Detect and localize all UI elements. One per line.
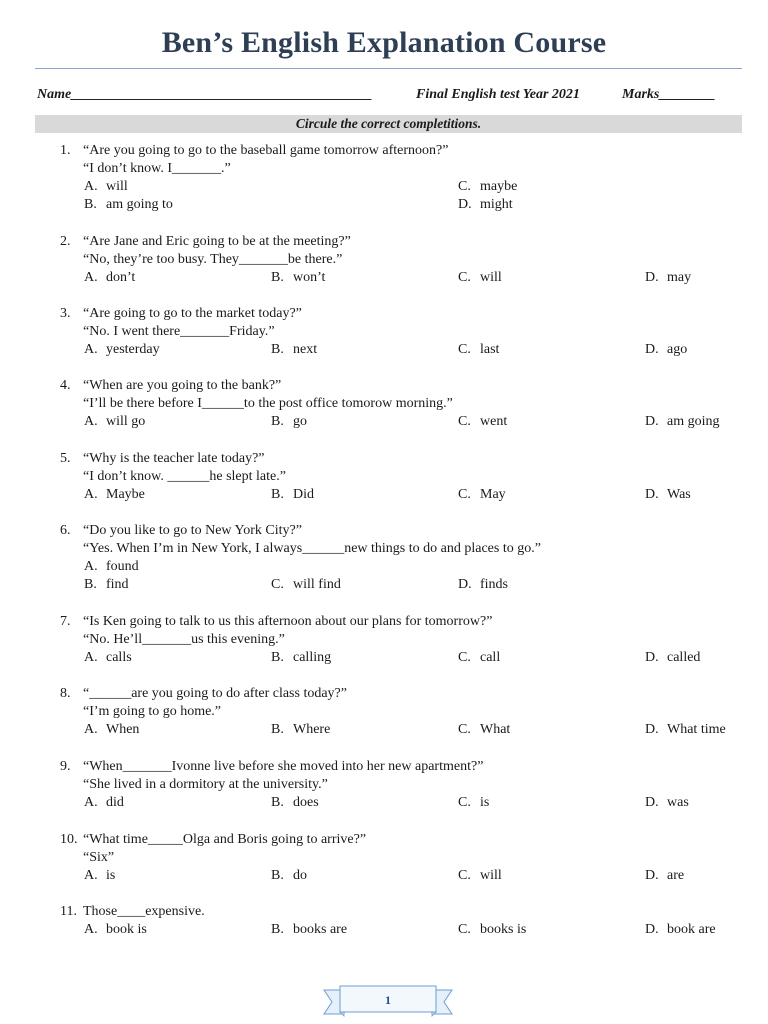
option-d[interactable]: D. am going bbox=[645, 414, 720, 429]
question-number: 10. bbox=[60, 832, 78, 847]
header-line bbox=[37, 87, 737, 105]
option-c[interactable]: C. call bbox=[458, 650, 501, 665]
option-b[interactable]: B. won’t bbox=[271, 270, 326, 285]
option-d[interactable]: D. was bbox=[645, 795, 689, 810]
option-b[interactable]: B. calling bbox=[271, 650, 332, 665]
option-c[interactable]: C. last bbox=[458, 342, 500, 357]
option-d[interactable]: D. called bbox=[645, 650, 701, 665]
option-b[interactable]: B. am going to bbox=[84, 197, 173, 212]
option-d[interactable]: D. ago bbox=[645, 342, 688, 357]
option-b[interactable]: B. Did bbox=[271, 487, 314, 502]
question-line: “Are Jane and Eric going to be at the meeting?” bbox=[83, 234, 351, 249]
option-c[interactable]: C. is bbox=[458, 795, 490, 810]
question-line: “I’ll be there before I______to the post office tomorow morning.” bbox=[83, 396, 453, 411]
question-number: 1. bbox=[60, 143, 71, 158]
question-line: “When are you going to the bank?” bbox=[83, 378, 282, 393]
marks-field-label: Marks________ bbox=[622, 87, 716, 102]
option-a[interactable]: A. yesterday bbox=[84, 342, 160, 357]
option-a[interactable]: A. did bbox=[84, 795, 124, 810]
option-b[interactable]: B. go bbox=[271, 414, 307, 429]
question-number: 2. bbox=[60, 234, 71, 249]
question-line: “Are you going to go to the baseball game tomorrow afternoon?” bbox=[83, 143, 449, 158]
question-number: 6. bbox=[60, 523, 71, 538]
question-line: “She lived in a dormitory at the university.” bbox=[83, 777, 328, 792]
question-line: “Yes. When I’m in New York, I always______new things to do and places to go.” bbox=[83, 541, 541, 556]
option-b[interactable]: B. Where bbox=[271, 722, 331, 737]
option-c[interactable]: C. May bbox=[458, 487, 506, 502]
instructions-banner: Circule the correct completitions. bbox=[35, 115, 742, 133]
document-title: Ben’s English Explanation Course bbox=[161, 26, 607, 59]
option-a[interactable]: A. calls bbox=[84, 650, 132, 665]
name-field-label: Name___________________________________________ bbox=[37, 87, 373, 102]
question-line: “No. He’ll_______us this evening.” bbox=[83, 632, 285, 647]
option-a[interactable]: A. found bbox=[84, 559, 139, 574]
option-d[interactable]: D. may bbox=[645, 270, 692, 285]
question-line: “I don’t know. I_______.” bbox=[83, 161, 231, 176]
question-line: “Are going to go to the market today?” bbox=[83, 306, 302, 321]
question-line: “______are you going to do after class today?” bbox=[83, 686, 347, 701]
option-a[interactable]: A. When bbox=[84, 722, 140, 737]
question-number: 5. bbox=[60, 451, 71, 466]
title-divider bbox=[35, 68, 742, 69]
option-b[interactable]: B. books are bbox=[271, 922, 348, 937]
option-c[interactable]: C. books is bbox=[458, 922, 527, 937]
question-number: 4. bbox=[60, 378, 71, 393]
option-c[interactable]: C. went bbox=[458, 414, 508, 429]
option-d[interactable]: D. What time bbox=[645, 722, 726, 737]
option-a[interactable]: A. will bbox=[84, 179, 128, 194]
question-line: “I don’t know. ______he slept late.” bbox=[83, 469, 286, 484]
option-d[interactable]: D. might bbox=[458, 197, 513, 212]
question-line: “When_______Ivonne live before she moved into her new apartment?” bbox=[83, 759, 484, 774]
question-line: “No. I went there_______Friday.” bbox=[83, 324, 275, 339]
option-b[interactable]: B. find bbox=[84, 577, 129, 592]
question-number: 9. bbox=[60, 759, 71, 774]
question-number: 7. bbox=[60, 614, 71, 629]
question-line: “Six” bbox=[83, 850, 115, 865]
option-b[interactable]: B. next bbox=[271, 342, 318, 357]
question-line: Those____expensive. bbox=[83, 904, 205, 919]
question-line: “No, they’re too busy. They_______be there.” bbox=[83, 252, 343, 267]
option-c[interactable]: C. will bbox=[458, 868, 502, 883]
question-line: “Is Ken going to talk to us this afternoon about our plans for tomorrow?” bbox=[83, 614, 493, 629]
option-a[interactable]: A. book is bbox=[84, 922, 147, 937]
option-d[interactable]: D. finds bbox=[458, 577, 508, 592]
option-a[interactable]: A. Maybe bbox=[84, 487, 145, 502]
page-number-ribbon bbox=[322, 984, 454, 1020]
test-title: Final English test Year 2021 bbox=[416, 87, 580, 102]
question-number: 11. bbox=[60, 904, 77, 919]
option-c[interactable]: C. What bbox=[458, 722, 511, 737]
page-number: 1 bbox=[385, 993, 391, 1007]
question-number: 8. bbox=[60, 686, 71, 701]
question-line: “Why is the teacher late today?” bbox=[83, 451, 265, 466]
question-line: “I’m going to go home.” bbox=[83, 704, 222, 719]
option-c[interactable]: C. will bbox=[458, 270, 502, 285]
option-d[interactable]: D. Was bbox=[645, 487, 691, 502]
option-a[interactable]: A. will go bbox=[84, 414, 146, 429]
option-c[interactable]: C. maybe bbox=[458, 179, 518, 194]
option-d[interactable]: D. are bbox=[645, 868, 685, 883]
question-line: “Do you like to go to New York City?” bbox=[83, 523, 302, 538]
question-number: 3. bbox=[60, 306, 71, 321]
option-a[interactable]: A. don’t bbox=[84, 270, 136, 285]
option-a[interactable]: A. is bbox=[84, 868, 116, 883]
option-c[interactable]: C. will find bbox=[271, 577, 341, 592]
option-d[interactable]: D. book are bbox=[645, 922, 716, 937]
option-b[interactable]: B. does bbox=[271, 795, 319, 810]
option-b[interactable]: B. do bbox=[271, 868, 307, 883]
question-line: “What time_____Olga and Boris going to arrive?” bbox=[83, 832, 367, 847]
